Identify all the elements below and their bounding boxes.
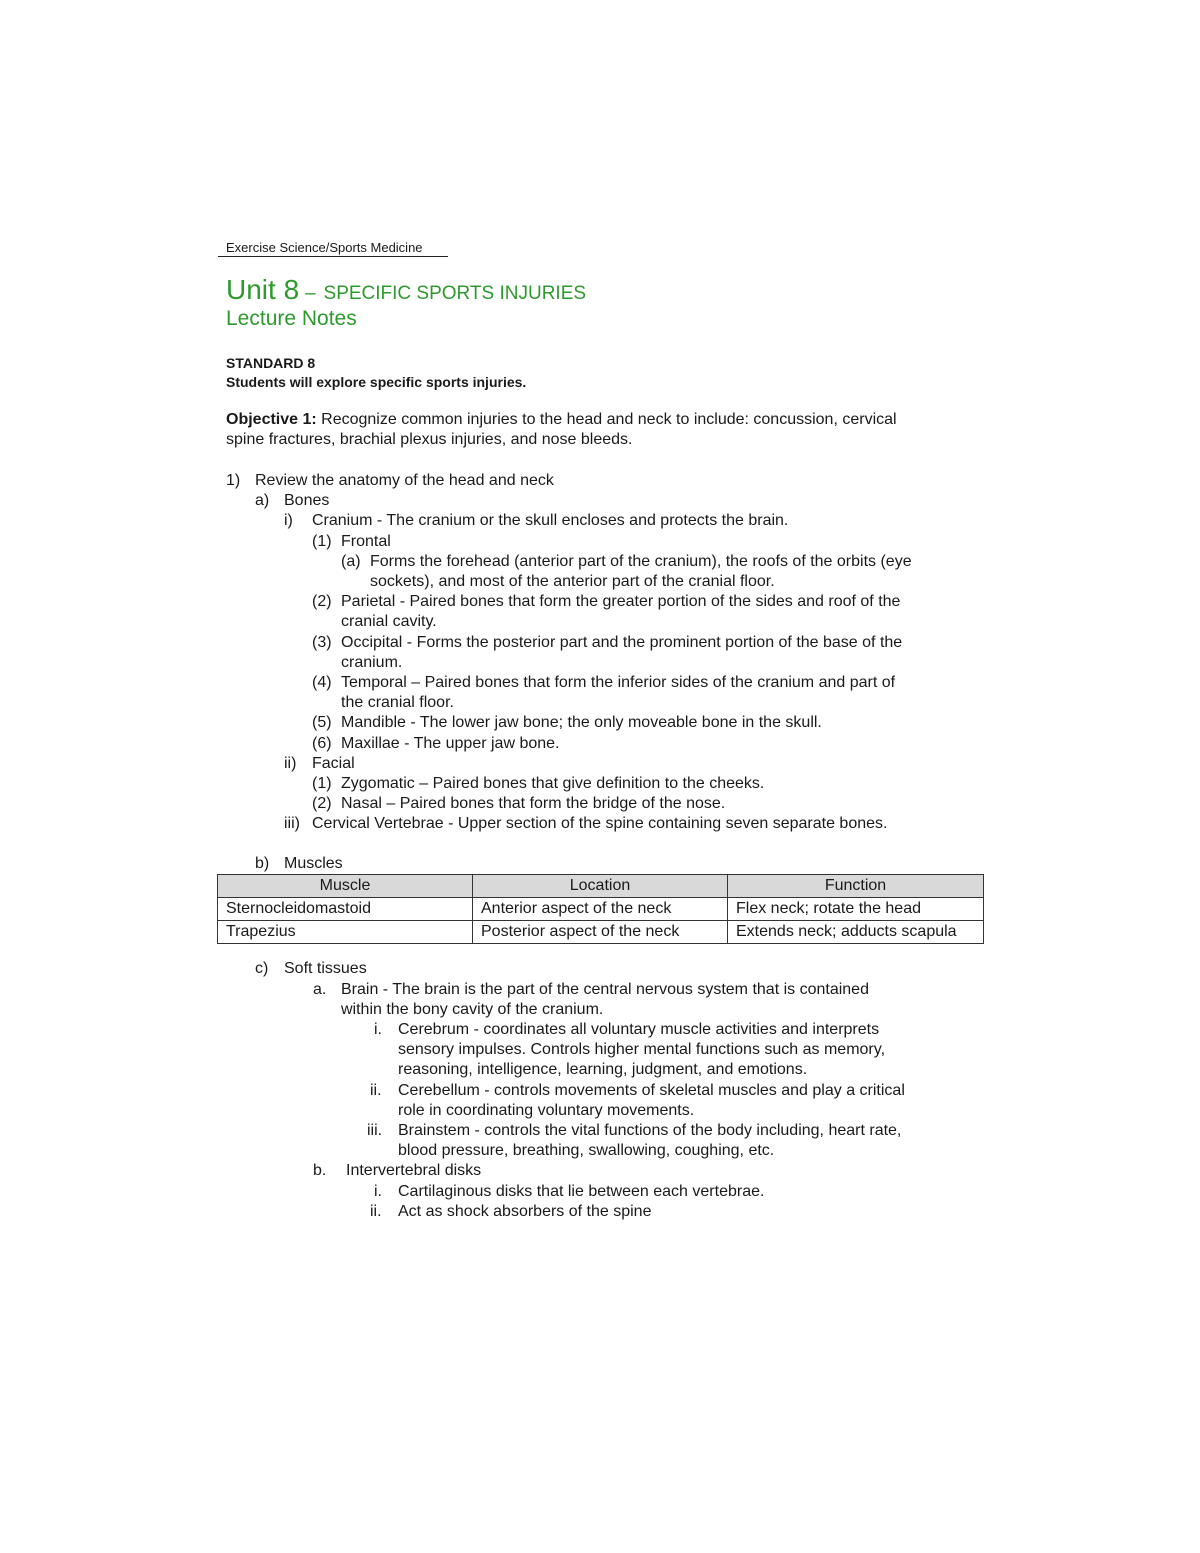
outline-number: ii): [284, 755, 297, 772]
objective-line-1: [226, 411, 897, 429]
outline-number: (1): [312, 533, 332, 550]
unit-title: [226, 274, 586, 306]
title-dash: –: [305, 283, 316, 304]
outline-number: iii.: [367, 1122, 383, 1139]
outline-number: b): [255, 855, 270, 872]
table-cell: Anterior aspect of the neck: [473, 898, 728, 921]
table-cell: Trapezius: [218, 921, 473, 944]
outline-number: i.: [374, 1021, 382, 1038]
objective-label: Objective 1:: [226, 411, 317, 428]
table-cell: Extends neck; adducts scapula: [728, 921, 984, 944]
table-row: [218, 898, 984, 921]
outline-number: i): [284, 512, 293, 529]
outline-item-text: Forms the forehead (anterior part of the cranium), the roofs of the orbits (eye: [370, 553, 912, 570]
objective-text-1: Recognize common injuries to the head and neck to include: concussion, cervical: [316, 411, 897, 428]
objective-line-2: spine fractures, brachial plexus injuries, and nose bleeds.: [226, 431, 633, 448]
outline-item-text: Temporal – Paired bones that form the inferior sides of the cranium and part of: [341, 674, 896, 691]
outline-item-text: Mandible - The lower jaw bone; the only moveable bone in the skull.: [341, 714, 822, 731]
outline-number: 1): [226, 472, 241, 489]
outline-item-text: the cranial floor.: [341, 694, 454, 711]
outline-item-text: Act as shock absorbers of the spine: [398, 1203, 652, 1220]
unit-number: Unit 8: [226, 274, 300, 305]
outline-item-text: sockets), and most of the anterior part of the cranial floor.: [370, 573, 775, 590]
outline-number: i.: [374, 1183, 382, 1200]
column-header: Location: [473, 875, 728, 898]
outline-item-text: Brainstem - controls the vital functions of the body including, heart rate,: [398, 1122, 902, 1139]
outline-number: b.: [313, 1162, 327, 1179]
outline-number: ii.: [370, 1203, 382, 1220]
outline-item-text: blood pressure, breathing, swallowing, coughing, etc.: [398, 1142, 775, 1159]
standard-text: Students will explore specific sports injuries.: [226, 374, 527, 390]
unit-subtitle: SPECIFIC SPORTS INJURIES: [323, 283, 587, 304]
outline-item-text: sensory impulses. Controls higher mental functions such as memory,: [398, 1041, 886, 1058]
outline-item-text: Maxillae - The upper jaw bone.: [341, 735, 560, 752]
outline-number: (6): [312, 735, 332, 752]
outline-number: (2): [312, 795, 332, 812]
outline-item-text: Muscles: [284, 855, 343, 872]
outline-item-text: role in coordinating voluntary movements.: [398, 1102, 695, 1119]
outline-item-text: Nasal – Paired bones that form the bridge of the nose.: [341, 795, 726, 812]
outline-number: (1): [312, 775, 332, 792]
outline-item-text: Cerebrum - coordinates all voluntary muscle activities and interprets: [398, 1021, 880, 1038]
table-cell: Flex neck; rotate the head: [728, 898, 984, 921]
lecture-notes-title: Lecture Notes: [226, 307, 357, 330]
outline-number: (4): [312, 674, 332, 691]
column-header: Function: [728, 875, 984, 898]
table-cell: Sternocleidomastoid: [218, 898, 473, 921]
outline-item-text: cranial cavity.: [341, 613, 437, 630]
outline-item-text: within the bony cavity of the cranium.: [341, 1001, 604, 1018]
outline-item-text: Cerebellum - controls movements of skeletal muscles and play a critical: [398, 1082, 905, 1099]
outline-number: a.: [313, 981, 327, 998]
outline-number: iii): [284, 815, 300, 832]
standard-label: STANDARD 8: [226, 355, 316, 371]
outline-item-text: Zygomatic – Paired bones that give definition to the cheeks.: [341, 775, 765, 792]
outline-number: ii.: [370, 1082, 382, 1099]
outline-item-text: Cranium - The cranium or the skull encloses and protects the brain.: [312, 512, 789, 529]
outline-item-text: Frontal: [341, 533, 391, 550]
outline-item-text: Cervical Vertebrae - Upper section of the spine containing seven separate bones.: [312, 815, 888, 832]
outline-item-text: reasoning, intelligence, learning, judgment, and emotions.: [398, 1061, 808, 1078]
outline-number: c): [255, 960, 269, 977]
outline-item-text: Intervertebral disks: [346, 1162, 482, 1179]
outline-number: (2): [312, 593, 332, 610]
header-rule: [218, 256, 448, 257]
table-row: [218, 921, 984, 944]
muscle-table: [217, 874, 984, 944]
outline-item-text: Soft tissues: [284, 960, 367, 977]
outline-item-text: Facial: [312, 755, 355, 772]
column-header: Muscle: [218, 875, 473, 898]
outline-number: (3): [312, 634, 332, 651]
outline-item-text: Bones: [284, 492, 330, 509]
table-header-row: [218, 875, 984, 898]
outline-item-text: Parietal - Paired bones that form the greater portion of the sides and roof of the: [341, 593, 901, 610]
course-header: Exercise Science/Sports Medicine: [226, 240, 423, 255]
table-cell: Posterior aspect of the neck: [473, 921, 728, 944]
outline-item-text: Review the anatomy of the head and neck: [255, 472, 554, 489]
outline-item-text: Occipital - Forms the posterior part and the prominent portion of the base of the: [341, 634, 903, 651]
outline-number: (a): [341, 553, 361, 570]
outline-item-text: Cartilaginous disks that lie between each vertebrae.: [398, 1183, 765, 1200]
outline-item-text: cranium.: [341, 654, 403, 671]
outline-item-text: Brain - The brain is the part of the central nervous system that is contained: [341, 981, 869, 998]
outline-number: a): [255, 492, 270, 509]
outline-number: (5): [312, 714, 332, 731]
